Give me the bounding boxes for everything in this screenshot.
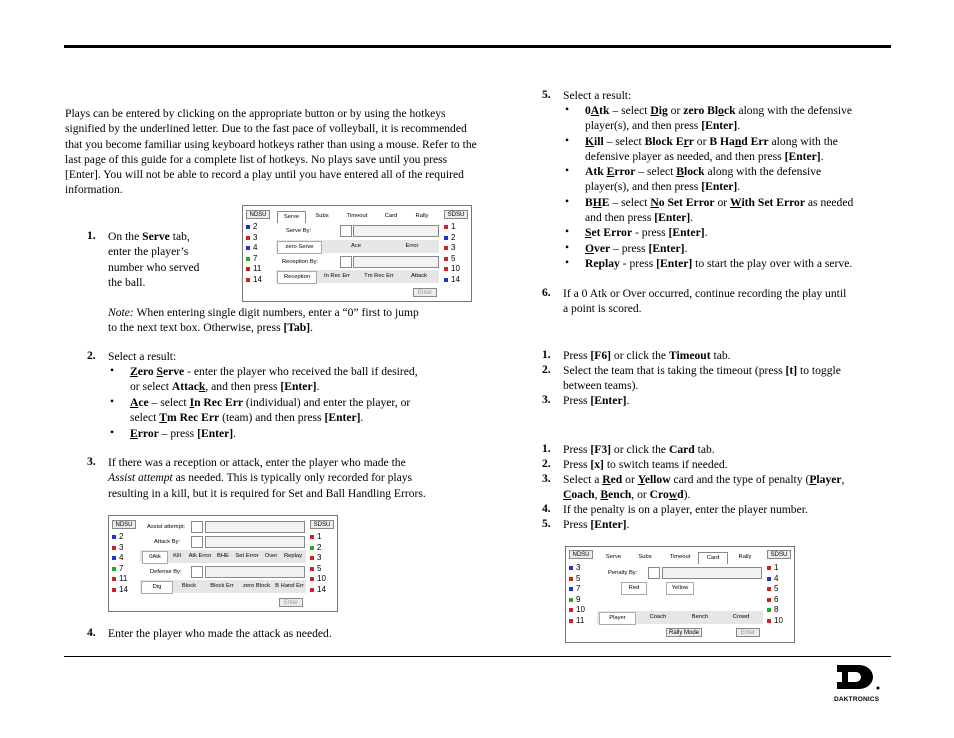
roster-player[interactable] [569, 574, 585, 585]
player-number: 7 [119, 563, 124, 573]
step5-bullet-kill: Kill – select Block Err or B Hand Err along with the defensive player as needed, and then press [Enter]. [585, 135, 838, 164]
player-number: 7 [576, 584, 581, 593]
penalty-by-name [662, 567, 762, 579]
step2-bullet-ace: Ace – select In Rec Err (individual) and enter the player, or select Tm Rec Err (team) and then press [Enter]. [130, 396, 411, 425]
enter-button[interactable]: Enter [279, 598, 303, 607]
step5-heading: Select a result: [563, 89, 632, 102]
roster-player[interactable] [246, 264, 262, 275]
player-number: 2 [451, 232, 456, 242]
step3-number: 3. [87, 455, 96, 468]
step5-bullet-replay: Replay - press [Enter] to start the play over with a serve. [585, 257, 853, 270]
tab-serve[interactable]: Serve [605, 554, 622, 560]
player-status-icon [246, 257, 250, 261]
roster-player[interactable] [569, 563, 585, 574]
roster-player[interactable] [569, 584, 585, 595]
player-number: 4 [774, 573, 779, 583]
player-status-icon [569, 598, 573, 602]
step2-bullet-zero-serve: Zero Serve - enter the player who received the ball if desired, or select Attack, and then press [Enter]. [130, 365, 418, 394]
yellow-card-button[interactable]: Yellow [666, 582, 694, 595]
player-status-icon [112, 546, 116, 550]
player-number: 1 [317, 532, 322, 541]
player-status-icon [444, 225, 448, 229]
card-step1-number: 1. [542, 442, 551, 455]
tab-card[interactable]: Card [698, 552, 728, 564]
serve-by-field[interactable] [340, 225, 352, 237]
player-status-icon [767, 619, 771, 623]
attack-by-name [205, 536, 305, 548]
player-status-icon [246, 267, 250, 271]
player-number: 11 [253, 264, 262, 273]
player-number: 2 [119, 532, 124, 541]
timeout-step2-number: 2. [542, 363, 551, 376]
error-button[interactable]: Error [405, 243, 419, 249]
roster-player[interactable] [310, 585, 326, 596]
roster-player[interactable] [310, 574, 326, 585]
tab-serve[interactable]: Serve [277, 211, 306, 223]
attack-result-button[interactable]: BHE [217, 553, 229, 559]
card-step4: If the penalty is on a player, enter the player number. [563, 503, 808, 516]
roster-player[interactable] [112, 543, 128, 554]
player-status-icon [444, 257, 448, 261]
bullet: • [565, 225, 570, 238]
daktronics-logo [834, 664, 882, 703]
player-status-icon [112, 577, 116, 581]
step4-text: Enter the player who made the attack as needed. [108, 627, 332, 640]
player-number: 11 [576, 615, 585, 625]
roster-player[interactable] [767, 574, 783, 585]
player-status-icon [569, 566, 573, 570]
home-team-button[interactable]: NDSU [569, 550, 593, 559]
player-number: 14 [119, 584, 128, 594]
roster-player[interactable] [767, 563, 783, 574]
player-number: 10 [451, 264, 460, 273]
player-status-icon [767, 566, 771, 570]
player-number: 1 [451, 222, 456, 231]
serve-by-name [353, 225, 439, 237]
reception-by-label: Reception By: [282, 259, 319, 265]
tab-timeout[interactable]: Timeout [346, 213, 368, 219]
step5-bullet-0atk: 0Atk – select Dig or zero Block along with the defensive player(s), and then press [Enter]. [585, 104, 853, 133]
roster-player[interactable] [444, 222, 460, 233]
tab-subs[interactable]: Subs [638, 554, 652, 560]
player-status-icon [310, 546, 314, 550]
card-step5: Press [Enter]. [563, 518, 630, 531]
bottom-rule [64, 656, 891, 657]
bullet: • [565, 241, 570, 254]
attack-by-field[interactable] [191, 536, 203, 548]
bullet: • [110, 426, 115, 439]
player-number: 14 [317, 584, 326, 594]
red-card-button[interactable]: Red [621, 582, 647, 595]
player-number: 8 [774, 605, 779, 614]
player-status-icon [112, 588, 116, 592]
bullet: • [565, 256, 570, 269]
timeout-step3: Press [Enter]. [563, 394, 630, 407]
player-status-icon [569, 619, 573, 623]
player-number: 3 [451, 243, 456, 252]
bullet: • [565, 195, 570, 208]
player-number: 4 [119, 553, 124, 562]
step5-number: 5. [542, 88, 551, 101]
card-step3: Select a Red or Yellow card and the type of penalty (Player, Coach, Bench, or Crowd). [563, 473, 845, 502]
step3-text: If there was a reception or attack, enter the player who made the Assist attempt as needed. This is typically only recorded for plays resulting in a kill, but it is required for Set and Ball Handling Errors. [108, 456, 426, 500]
roster-player[interactable] [246, 275, 262, 286]
roster-player[interactable] [246, 233, 262, 244]
player-status-icon [767, 598, 771, 602]
roster-player[interactable] [310, 532, 326, 543]
bullet: • [565, 103, 570, 116]
home-team-button[interactable]: NDSU [246, 210, 270, 219]
roster-player[interactable] [569, 616, 585, 627]
attack-by-label: Attack By: [154, 539, 181, 545]
roster-player[interactable] [767, 616, 783, 627]
roster-player[interactable] [310, 543, 326, 554]
roster-player[interactable] [246, 243, 262, 254]
roster-player[interactable] [112, 553, 128, 564]
zero-serve-button[interactable]: zero Serve [277, 241, 322, 254]
player-status-icon [310, 567, 314, 571]
ace-button[interactable]: Ace [351, 243, 361, 249]
card-step2: Press [x] to switch teams if needed. [563, 458, 728, 471]
player-status-icon [246, 278, 250, 282]
player-number: 4 [253, 243, 258, 252]
step5-bullet-over: Over – press [Enter]. [585, 242, 688, 255]
attack-result-button[interactable]: 0Atk [142, 551, 168, 564]
roster-player[interactable] [569, 595, 585, 606]
roster-player[interactable] [310, 553, 326, 564]
roster-player[interactable] [444, 275, 460, 286]
attack-result-button[interactable]: Set Error [235, 553, 259, 559]
roster-player[interactable] [444, 264, 460, 275]
player-number: 5 [576, 573, 581, 583]
step5-bullet-set-error: Set Error - press [Enter]. [585, 226, 708, 239]
attack-result-button[interactable]: Over [264, 553, 278, 559]
player-number: 3 [317, 553, 322, 562]
bullet: • [110, 395, 115, 408]
card-step3-number: 3. [542, 472, 551, 485]
penalty-by-field[interactable] [648, 567, 660, 579]
step1-note: Note: When entering single digit numbers, enter a “0” first to jump to the next text box. Otherwise, press [Tab]. [108, 306, 419, 335]
in-rec-err-button[interactable]: In Rec Err [323, 273, 351, 279]
player-number: 1 [774, 563, 779, 572]
player-status-icon [246, 236, 250, 240]
step1-number: 1. [87, 229, 96, 242]
roster-player[interactable] [767, 595, 783, 606]
player-button[interactable]: Player [599, 612, 636, 625]
enter-button[interactable]: Enter [413, 288, 437, 297]
roster-player[interactable] [112, 585, 128, 596]
card-step2-number: 2. [542, 457, 551, 470]
player-status-icon [444, 267, 448, 271]
player-number: 3 [253, 232, 258, 242]
top-rule [64, 45, 891, 48]
crowd-button[interactable]: Crowd [732, 614, 750, 620]
defense-by-label: Defense By: [150, 569, 182, 575]
player-number: 11 [119, 574, 128, 583]
player-number: 7 [253, 253, 258, 263]
rally-mode-button[interactable]: Rally Mode [666, 628, 702, 637]
roster-player[interactable] [112, 564, 128, 575]
player-number: 3 [119, 542, 124, 552]
coach-button[interactable]: Coach [649, 614, 667, 620]
player-number: 10 [576, 605, 585, 614]
brand-name: DAKTRONICS [834, 696, 880, 703]
player-number: 5 [317, 563, 322, 573]
player-status-icon [767, 608, 771, 612]
roster-player[interactable] [310, 564, 326, 575]
tab-timeout[interactable]: Timeout [669, 554, 691, 560]
step2-heading: Select a result: [108, 350, 177, 363]
away-team-button[interactable]: SDSU [444, 210, 468, 219]
player-number: 9 [576, 594, 581, 604]
bullet: • [565, 134, 570, 147]
step6-number: 6. [542, 286, 551, 299]
card-step4-number: 4. [542, 502, 551, 515]
bench-button[interactable]: Bench [691, 614, 709, 620]
away-team-button[interactable]: SDSU [767, 550, 791, 559]
assist-name [205, 521, 305, 533]
reception-by-field[interactable] [340, 256, 352, 268]
roster-player[interactable] [767, 605, 783, 616]
timeout-step2: Select the team that is taking the timeout (press [t] to toggle between teams). [563, 364, 841, 393]
player-status-icon [767, 577, 771, 581]
player-status-icon [569, 577, 573, 581]
player-status-icon [310, 535, 314, 539]
player-status-icon [112, 535, 116, 539]
roster-player[interactable] [444, 233, 460, 244]
roster-player[interactable] [246, 254, 262, 265]
player-status-icon [310, 556, 314, 560]
tab-card[interactable]: Card [384, 213, 398, 219]
dig-button[interactable]: Dig [141, 581, 173, 594]
player-status-icon [310, 588, 314, 592]
timeout-step1-number: 1. [542, 348, 551, 361]
player-status-icon [767, 587, 771, 591]
roster-player[interactable] [569, 605, 585, 616]
away-roster [310, 532, 326, 595]
player-status-icon [246, 225, 250, 229]
assist-attempt-label: Assist attempt: [147, 524, 186, 530]
reception-button[interactable]: Reception [277, 271, 317, 284]
zero-block-button[interactable]: zero Block [242, 583, 271, 589]
intro-paragraph: Plays can be entered by clicking on the appropriate button or by using the hotkeys signified by the underlined letter. Due to the fast pace of volleyball, it is recommended that you become familiar using keyboard hotkeys rather than using a mouse. Refer to the last page of this guide for a complete list of hotkeys. No plays save until you press [Enter]. You will not be able to record a play until you have entered all of the required information. [65, 107, 477, 197]
away-roster [767, 563, 783, 626]
player-number: 14 [253, 274, 262, 284]
step2-bullet-error: Error – press [Enter]. [130, 427, 237, 440]
player-status-icon [444, 278, 448, 282]
card-tab-screenshot [565, 546, 795, 643]
block-button[interactable]: Block [181, 583, 197, 589]
player-status-icon [444, 236, 448, 240]
serve-tab-screenshot [242, 205, 472, 302]
player-status-icon [444, 246, 448, 250]
away-team-button[interactable]: SDSU [310, 520, 334, 529]
player-status-icon [310, 577, 314, 581]
player-number: 10 [317, 574, 326, 583]
away-roster [444, 222, 460, 285]
player-number: 3 [576, 563, 581, 572]
player-status-icon [569, 608, 573, 612]
attack-result-button[interactable]: Replay [283, 553, 303, 559]
step6-text: If a 0 Atk or Over occurred, continue recording the play until a point is scored. [563, 287, 847, 316]
roster-player[interactable] [444, 254, 460, 265]
assist-field[interactable] [191, 521, 203, 533]
bullet: • [565, 164, 570, 177]
block-err-button[interactable]: Block Err [210, 583, 234, 589]
attack-button[interactable]: Attack [410, 273, 428, 279]
defense-by-name [205, 566, 305, 578]
card-step5-number: 5. [542, 517, 551, 530]
serve-by-label: Serve By: [286, 228, 312, 234]
player-number: 5 [451, 253, 456, 263]
attack-result-button[interactable]: Kill [173, 553, 181, 559]
tab-rally[interactable]: Rally [738, 554, 752, 560]
defense-by-field[interactable] [191, 566, 203, 578]
player-number: 2 [253, 222, 258, 231]
step4-number: 4. [87, 626, 96, 639]
reception-by-name [353, 256, 439, 268]
card-step1: Press [F3] or click the Card tab. [563, 443, 715, 456]
timeout-step3-number: 3. [542, 393, 551, 406]
player-status-icon [112, 567, 116, 571]
player-number: 10 [774, 615, 783, 625]
home-roster [112, 532, 128, 595]
player-number: 5 [774, 584, 779, 593]
step2-number: 2. [87, 349, 96, 362]
tab-subs[interactable]: Subs [315, 213, 329, 219]
b-hand-err-button[interactable]: B Hand Err [275, 583, 304, 589]
roster-player[interactable] [767, 584, 783, 595]
player-status-icon [246, 246, 250, 250]
player-status-icon [569, 587, 573, 591]
roster-player[interactable] [444, 243, 460, 254]
step1-text: On the Serve tab, enter the player’s number who served the ball. [108, 230, 200, 289]
player-number: 14 [451, 274, 460, 284]
attack-result-button[interactable]: Atk Error [188, 553, 212, 559]
roster-player[interactable] [112, 532, 128, 543]
home-team-button[interactable]: NDSU [112, 520, 136, 529]
step5-bullet-bhe: BHE – select No Set Error or With Set Error as needed and then press [Enter]. [585, 196, 854, 225]
player-status-icon [112, 556, 116, 560]
step5-bullet-atk-error: Atk Error – select Block along with the defensive player(s), and then press [Enter]. [585, 165, 822, 194]
home-roster [246, 222, 262, 285]
tm-rec-err-button[interactable]: Tm Rec Err [364, 273, 394, 279]
daktronics-d-icon [834, 664, 882, 694]
home-roster [569, 563, 585, 626]
roster-player[interactable] [246, 222, 262, 233]
player-number: 2 [317, 542, 322, 552]
enter-button[interactable]: Enter [736, 628, 760, 637]
timeout-step1: Press [F6] or click the Timeout tab. [563, 349, 731, 362]
penalty-by-label: Penalty By: [608, 570, 638, 576]
tab-rally[interactable]: Rally [415, 213, 429, 219]
bullet: • [110, 364, 115, 377]
roster-player[interactable] [112, 574, 128, 585]
attack-screenshot [108, 515, 338, 612]
player-number: 6 [774, 594, 779, 604]
